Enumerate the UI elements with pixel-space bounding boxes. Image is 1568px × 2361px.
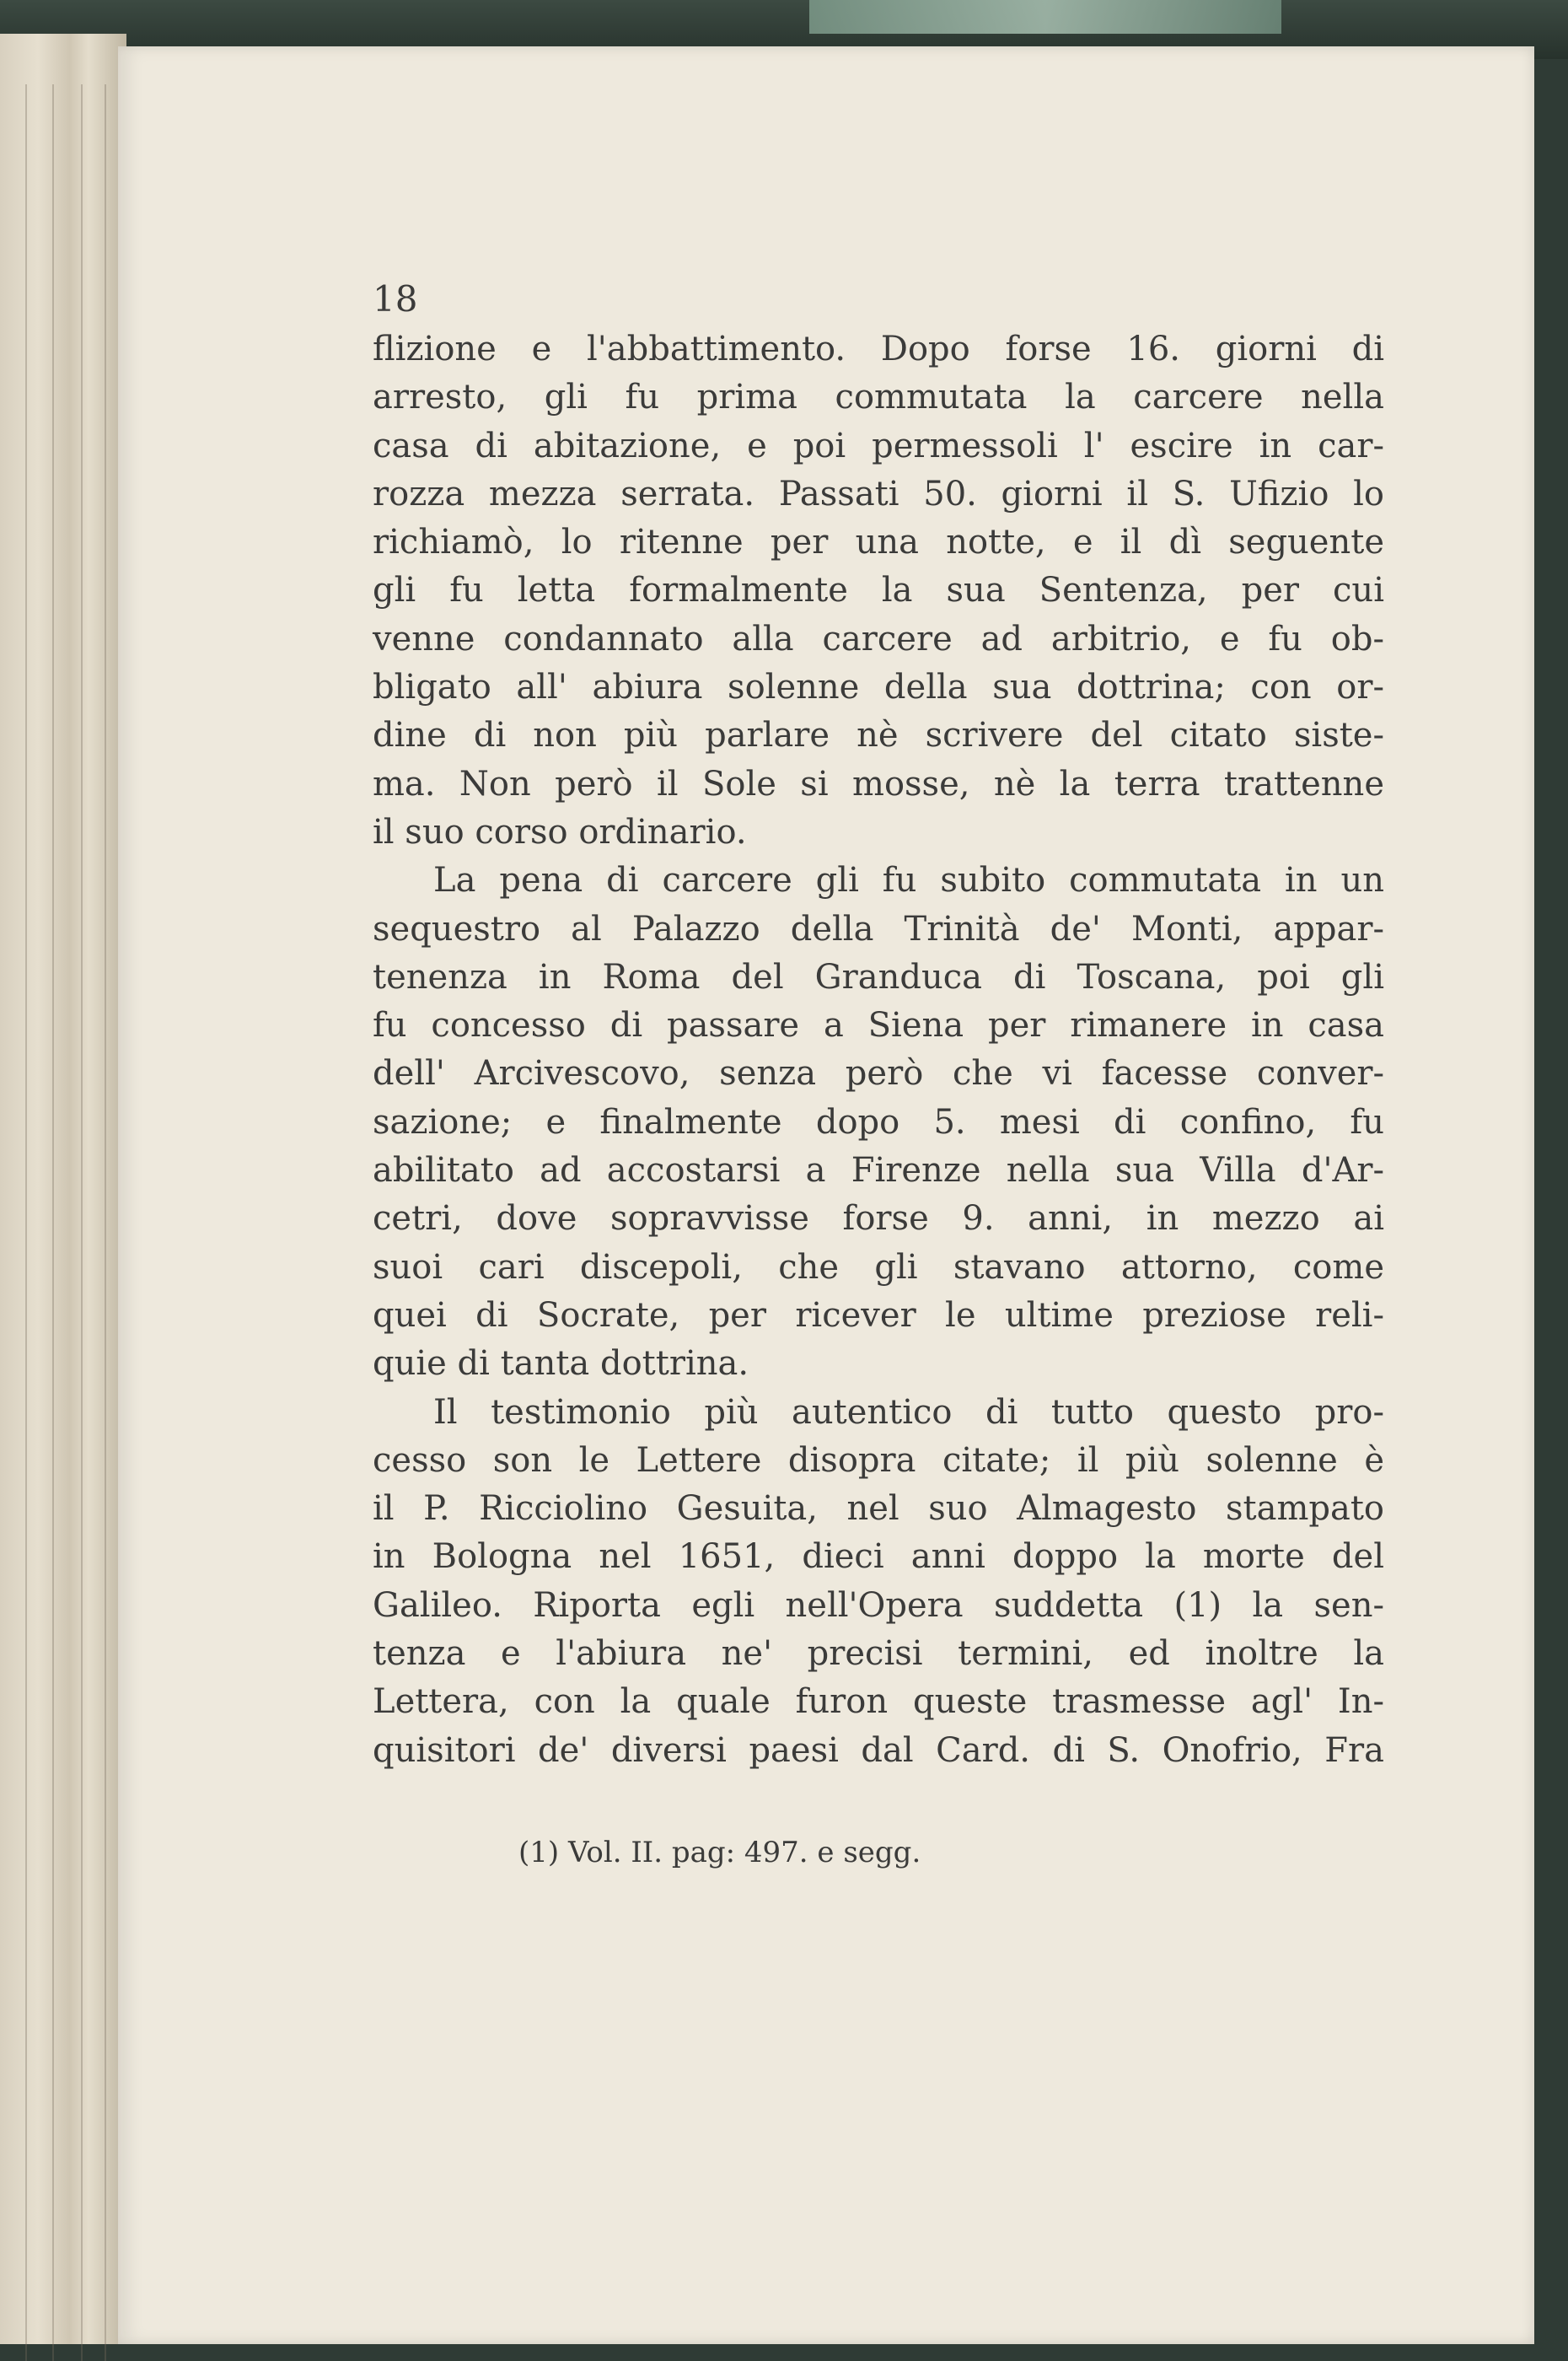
text-line: dine di non più parlare nè scrivere del citato siste- bbox=[373, 716, 1384, 756]
text-line: fu concesso di passare a Siena per rimanere in casa bbox=[373, 1006, 1384, 1046]
paragraph-2 bbox=[373, 857, 1384, 1388]
text-line: tenza e l'abiura ne' precisi termini, ed inoltre la bbox=[373, 1634, 1384, 1674]
paragraph-1 bbox=[373, 325, 1384, 857]
paragraph-3 bbox=[373, 1389, 1384, 1775]
text-line: casa di abitazione, e poi permessoli l' escire in car- bbox=[373, 426, 1384, 465]
text-line: quisitori de' diversi paesi dal Card. di S. Onofrio, Fra bbox=[373, 1730, 1384, 1770]
text-line: flizione e l'abbattimento. Dopo forse 16. giorni di bbox=[373, 330, 1384, 368]
text-line: sequestro al Palazzo della Trinità de' Monti, appar- bbox=[373, 909, 1384, 949]
text-line: gli fu letta formalmente la sua Sentenza, per cui bbox=[373, 571, 1384, 610]
text-line: Lettera, con la quale furon queste trasmesse agl' In- bbox=[373, 1682, 1384, 1722]
text-line: in Bologna nel 1651, dieci anni doppo la morte del bbox=[373, 1537, 1384, 1577]
text-line: dell' Arcivescovo, senza però che vi facesse conver- bbox=[373, 1054, 1384, 1094]
text-line: il suo corso ordinario. bbox=[373, 812, 747, 852]
text-line: cetri, dove sopravvisse forse 9. anni, in mezzo ai bbox=[373, 1199, 1384, 1239]
text-line: venne condannato alla carcere ad arbitrio, e fu ob- bbox=[373, 619, 1384, 659]
footnote: (1) Vol. II. pag: 497. e segg. bbox=[518, 1836, 921, 1869]
text-line: richiamò, lo ritenne per una notte, e il dì seguente bbox=[373, 523, 1384, 562]
page-edge-line bbox=[25, 84, 27, 2361]
text-line: quei di Socrate, per ricever le ultime preziose reli- bbox=[373, 1295, 1384, 1335]
page-edges bbox=[0, 34, 126, 2344]
page-edge-line bbox=[105, 84, 106, 2361]
text-line: cesso son le Lettere disopra citate; il più solenne è bbox=[373, 1440, 1384, 1480]
text-line: bligato all' abiura solenne della sua dottrina; con or- bbox=[373, 668, 1384, 707]
text-line: abilitato ad accostarsi a Firenze nella sua Villa d'Ar- bbox=[373, 1151, 1384, 1191]
text-line: ma. Non però il Sole si mosse, nè la terra trattenne bbox=[373, 764, 1384, 804]
text-line: il P. Ricciolino Gesuita, nel suo Almagesto stampato bbox=[373, 1489, 1384, 1529]
text-line: Il testimonio più autentico di tutto questo pro- bbox=[433, 1392, 1384, 1432]
text-line: suoi cari discepoli, che gli stavano attorno, come bbox=[373, 1247, 1384, 1287]
text-line: rozza mezza serrata. Passati 50. giorni il S. Ufizio lo bbox=[373, 474, 1384, 514]
text-line: quie di tanta dottrina. bbox=[373, 1344, 749, 1384]
text-block bbox=[373, 278, 1384, 1775]
text-line: tenenza in Roma del Granduca di Toscana, poi gli bbox=[373, 957, 1384, 997]
text-line: sazione; e finalmente dopo 5. mesi di confino, fu bbox=[373, 1102, 1384, 1142]
text-line: arresto, gli fu prima commutata la carcere nella bbox=[373, 378, 1384, 417]
page-edge-line bbox=[52, 84, 54, 2361]
text-line: La pena di carcere gli fu subito commutata in un bbox=[433, 861, 1384, 901]
page-number: 18 bbox=[373, 278, 418, 320]
page-edge-line bbox=[81, 84, 83, 2361]
text-line: Galileo. Riporta egli nell'Opera suddetta (1) la sen- bbox=[373, 1585, 1384, 1625]
background-cloth-strip bbox=[809, 0, 1281, 34]
